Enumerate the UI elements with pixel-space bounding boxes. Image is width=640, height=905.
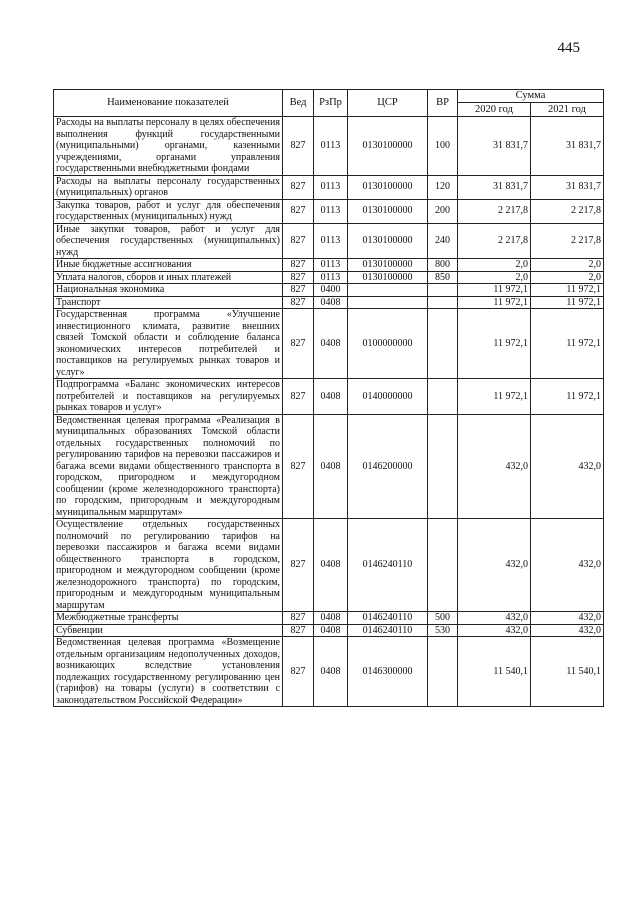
- table-row: [54, 175, 604, 199]
- table-row: [54, 637, 604, 707]
- row-sum-2021: 11 972,1: [531, 379, 604, 415]
- row-rzpr: 0113: [314, 199, 348, 223]
- row-rzpr: 0400: [314, 284, 348, 297]
- row-ved: 827: [283, 414, 314, 519]
- row-name: Транспорт: [54, 296, 283, 309]
- row-sum-2021: 2 217,8: [531, 223, 604, 259]
- row-csr: 0130100000: [348, 259, 428, 272]
- row-name: Межбюджетные трансферты: [54, 612, 283, 625]
- row-sum-2021: 2,0: [531, 259, 604, 272]
- row-sum-2021: 432,0: [531, 414, 604, 519]
- row-name: Подпрограмма «Баланс экономических интересов потребителей и поставщиков на регулируемых рынках товаров и услуг»: [54, 379, 283, 415]
- row-rzpr: 0113: [314, 271, 348, 284]
- row-name: Ведомственная целевая программа «Возмещение отдельным организациям недополученных доходов, возникающих вследствие установления подлежащих государственному регулированию цен (тарифов) на товары (услуги) в соответствии с законодательством Российской Федерации»: [54, 637, 283, 707]
- row-name: Осуществление отдельных государственных полномочий по регулированию тарифов на перевозки пассажиров и багажа всеми видами общественного транспорта в городском, пригородном и междугородном сообщении (кроме железнодорожного транспорта) по городским, пригородным и междугородным муниципальным маршрутам: [54, 519, 283, 612]
- row-sum-2020: 31 831,7: [458, 117, 531, 176]
- row-sum-2020: 11 972,1: [458, 296, 531, 309]
- row-rzpr: 0113: [314, 175, 348, 199]
- row-ved: 827: [283, 175, 314, 199]
- row-csr: 0146200000: [348, 414, 428, 519]
- header-year-2021: 2021 год: [531, 103, 604, 117]
- table-row: [54, 271, 604, 284]
- row-name: Расходы на выплаты персоналу в целях обеспечения выполнения функций государственными (муниципальными) органами, казенными учреждениями, органами управления государственными внебюджетными фондами: [54, 117, 283, 176]
- row-vr: [428, 284, 458, 297]
- table-row: [54, 284, 604, 297]
- row-vr: 850: [428, 271, 458, 284]
- row-vr: 530: [428, 624, 458, 637]
- table-row: [54, 223, 604, 259]
- row-vr: 240: [428, 223, 458, 259]
- row-sum-2020: 31 831,7: [458, 175, 531, 199]
- row-sum-2021: 432,0: [531, 519, 604, 612]
- header-year-2020: 2020 год: [458, 103, 531, 117]
- row-sum-2020: 11 972,1: [458, 284, 531, 297]
- row-ved: 827: [283, 309, 314, 379]
- row-vr: 500: [428, 612, 458, 625]
- row-sum-2020: 2,0: [458, 271, 531, 284]
- row-ved: 827: [283, 637, 314, 707]
- row-name: Иные закупки товаров, работ и услуг для обеспечения государственных (муниципальных) нужд: [54, 223, 283, 259]
- row-sum-2021: 432,0: [531, 612, 604, 625]
- header-ved: Вед: [283, 90, 314, 117]
- row-rzpr: 0408: [314, 296, 348, 309]
- row-sum-2020: 2,0: [458, 259, 531, 272]
- row-ved: 827: [283, 624, 314, 637]
- row-vr: [428, 414, 458, 519]
- row-vr: [428, 519, 458, 612]
- budget-table: [53, 89, 604, 707]
- row-csr: [348, 296, 428, 309]
- row-sum-2021: 31 831,7: [531, 117, 604, 176]
- row-rzpr: 0408: [314, 612, 348, 625]
- table-row: [54, 309, 604, 379]
- row-name: Уплата налогов, сборов и иных платежей: [54, 271, 283, 284]
- row-csr: 0130100000: [348, 271, 428, 284]
- row-csr: 0146240110: [348, 519, 428, 612]
- row-rzpr: 0408: [314, 379, 348, 415]
- row-sum-2021: 11 972,1: [531, 296, 604, 309]
- table-row: [54, 612, 604, 625]
- row-csr: [348, 284, 428, 297]
- row-vr: 800: [428, 259, 458, 272]
- row-ved: 827: [283, 519, 314, 612]
- table-row: [54, 296, 604, 309]
- header-name: Наименование показателей: [54, 90, 283, 117]
- row-vr: 200: [428, 199, 458, 223]
- row-rzpr: 0113: [314, 259, 348, 272]
- row-ved: 827: [283, 379, 314, 415]
- row-name: Государственная программа «Улучшение инвестиционного климата, развитие внешних связей Томской области и соблюдение баланса экономических интересов потребителей и поставщиков на регулируемых рынках товаров и услуг»: [54, 309, 283, 379]
- row-sum-2021: 31 831,7: [531, 175, 604, 199]
- row-name: Субвенции: [54, 624, 283, 637]
- row-ved: 827: [283, 612, 314, 625]
- row-name: Расходы на выплаты персоналу государственных (муниципальных) органов: [54, 175, 283, 199]
- row-name: Национальная экономика: [54, 284, 283, 297]
- row-sum-2020: 2 217,8: [458, 223, 531, 259]
- table-row: [54, 379, 604, 415]
- row-csr: 0130100000: [348, 175, 428, 199]
- row-vr: [428, 309, 458, 379]
- row-csr: 0130100000: [348, 117, 428, 176]
- row-ved: 827: [283, 117, 314, 176]
- row-vr: 100: [428, 117, 458, 176]
- row-csr: 0146300000: [348, 637, 428, 707]
- page-number: 445: [557, 40, 580, 56]
- row-vr: [428, 379, 458, 415]
- header-rzpr: РзПр: [314, 90, 348, 117]
- row-rzpr: 0113: [314, 223, 348, 259]
- row-sum-2021: 11 972,1: [531, 284, 604, 297]
- row-rzpr: 0408: [314, 309, 348, 379]
- row-sum-2020: 2 217,8: [458, 199, 531, 223]
- row-csr: 0146240110: [348, 612, 428, 625]
- header-sum: Сумма: [458, 90, 604, 103]
- row-sum-2021: 11 540,1: [531, 637, 604, 707]
- table-row: [54, 624, 604, 637]
- table-row: [54, 259, 604, 272]
- row-ved: 827: [283, 271, 314, 284]
- table-row: [54, 519, 604, 612]
- row-csr: 0130100000: [348, 199, 428, 223]
- header-vr: ВР: [428, 90, 458, 117]
- row-rzpr: 0408: [314, 414, 348, 519]
- row-sum-2021: 2 217,8: [531, 199, 604, 223]
- row-sum-2021: 432,0: [531, 624, 604, 637]
- row-name: Ведомственная целевая программа «Реализация в муниципальных образованиях Томской области отдельных государственных полномочий по регулированию тарифов на перевозки пассажиров и багажа всеми видами общественного транспорта в городском, пригородном и междугородном сообщении (кроме железнодорожного транспорта) по городским, пригородным и междугородным муниципальным маршрутам»: [54, 414, 283, 519]
- row-sum-2020: 432,0: [458, 624, 531, 637]
- row-sum-2020: 11 972,1: [458, 309, 531, 379]
- row-vr: [428, 637, 458, 707]
- row-rzpr: 0408: [314, 637, 348, 707]
- row-sum-2020: 11 972,1: [458, 379, 531, 415]
- row-rzpr: 0408: [314, 624, 348, 637]
- row-csr: 0130100000: [348, 223, 428, 259]
- row-sum-2021: 11 972,1: [531, 309, 604, 379]
- row-ved: 827: [283, 223, 314, 259]
- header-csr: ЦСР: [348, 90, 428, 117]
- row-sum-2020: 11 540,1: [458, 637, 531, 707]
- row-csr: 0140000000: [348, 379, 428, 415]
- table-row: [54, 117, 604, 176]
- table-row: [54, 414, 604, 519]
- row-ved: 827: [283, 199, 314, 223]
- row-csr: 0146240110: [348, 624, 428, 637]
- row-sum-2020: 432,0: [458, 519, 531, 612]
- row-ved: 827: [283, 284, 314, 297]
- row-ved: 827: [283, 259, 314, 272]
- row-sum-2020: 432,0: [458, 612, 531, 625]
- row-sum-2020: 432,0: [458, 414, 531, 519]
- row-rzpr: 0408: [314, 519, 348, 612]
- table-row: [54, 199, 604, 223]
- row-csr: 0100000000: [348, 309, 428, 379]
- row-vr: [428, 296, 458, 309]
- row-name: Иные бюджетные ассигнования: [54, 259, 283, 272]
- row-sum-2021: 2,0: [531, 271, 604, 284]
- row-name: Закупка товаров, работ и услуг для обеспечения государственных (муниципальных) нужд: [54, 199, 283, 223]
- row-ved: 827: [283, 296, 314, 309]
- row-vr: 120: [428, 175, 458, 199]
- row-rzpr: 0113: [314, 117, 348, 176]
